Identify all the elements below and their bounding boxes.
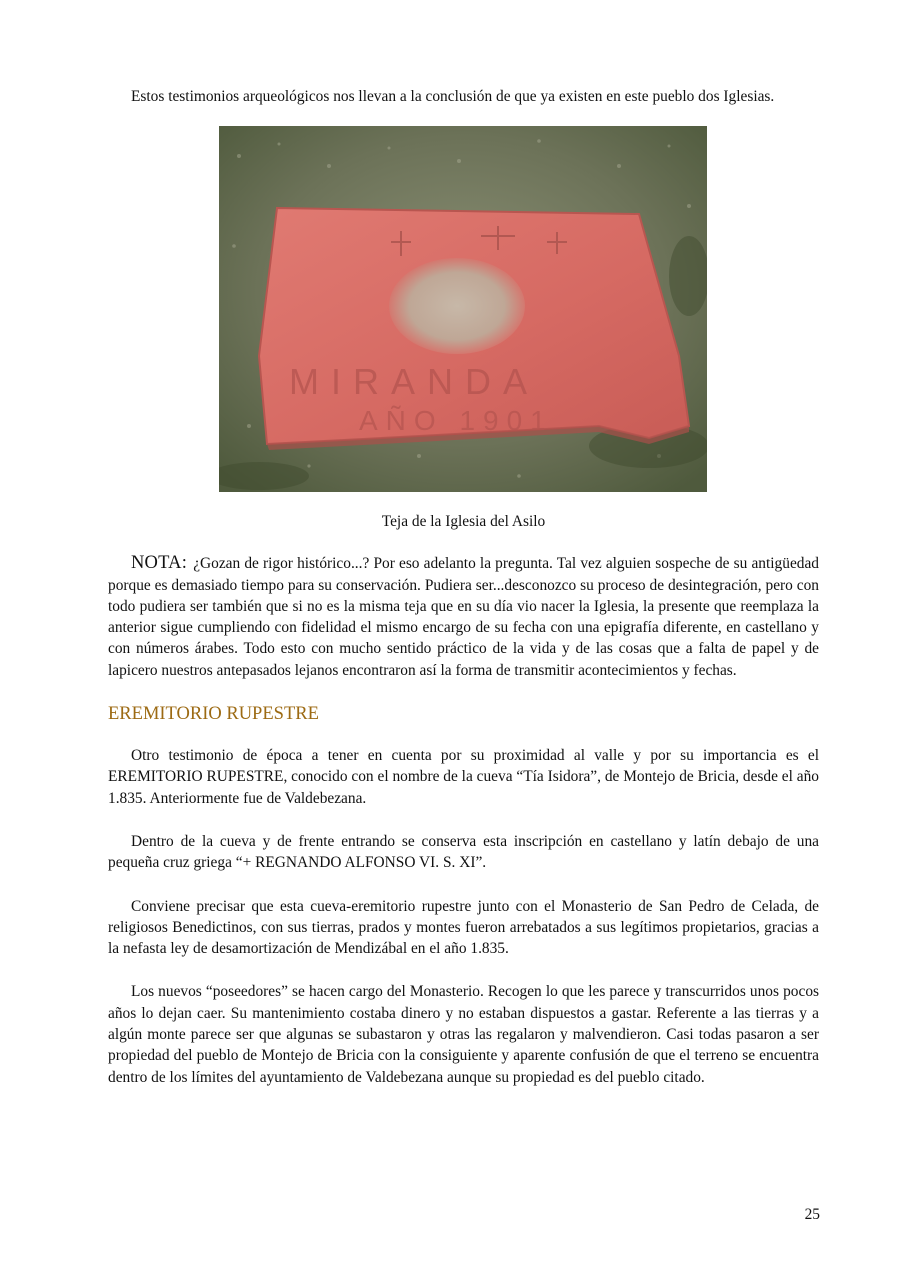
nota-paragraph bbox=[108, 553, 819, 681]
nota-label: NOTA: bbox=[131, 553, 188, 574]
tile-photograph bbox=[219, 126, 707, 492]
paragraph-eremitorio: Otro testimonio de época a tener en cuenta por su proximidad al valle y por su importancia es el EREMITORIO RUPESTRE, conocido con el nombre de la cueva “Tía Isidora”, de Montejo de Bricia, desde el año 1.835. Anteriormente fue de Valdebezana. bbox=[108, 747, 819, 807]
paragraph-inscripcion: Dentro de la cueva y de frente entrando se conserva esta inscripción en castellano y latín debajo de una pequeña cruz griega “+ REGNANDO ALFONSO VI. S. XI”. bbox=[108, 832, 819, 872]
tile-photo-graphic bbox=[219, 126, 707, 492]
figure-caption: Teja de la Iglesia del Asilo bbox=[381, 513, 546, 531]
page-number: 25 bbox=[804, 1206, 820, 1223]
section-heading: EREMITORIO RUPESTRE bbox=[108, 704, 319, 725]
document-page bbox=[108, 86, 819, 1088]
tile-inscription-line2: AÑO 1901 bbox=[359, 405, 554, 437]
intro-paragraph: Estos testimonios arqueológicos nos llevan a la conclusión de que ya existen en este pueblo dos Iglesias. bbox=[131, 88, 775, 105]
nota-text: ¿Gozan de rigor histórico...? Por eso adelanto la pregunta. Tal vez alguien sospeche de su antigüedad porque es demasiado tiempo para su conservación. Pudiera ser...desconozco su proceso de desintegración, pero con todo pudiera ser también que si no es la misma teja que en su día vio nacer la Iglesia, la presente que reemplaza la anterior sigue cumpliendo con fidelidad el mismo encargo de su fecha con una epigrafía diferente, en castellano y con números árabes. Todo esto con mucho sentido práctico de la vida y de las cosas que a falta de papel y de lapicero nuestros antepasados lejanos encontraron así la forma de transmitir acontecimientos y fechas. bbox=[108, 555, 819, 679]
tile-inscription-line1: MIRANDA bbox=[289, 361, 540, 403]
paragraph-poseedores: Los nuevos “poseedores” se hacen cargo del Monasterio. Recogen lo que les parece y transcurridos unos pocos años lo dejan caer. Su mantenimiento costaba dinero y no estaban dispuestos a gastar. Referente a las tierras y a algún monte parece ser que algunas se subastaron y otras las regalaron y malvendieron. Casi todas pasaron a ser propiedad del pueblo de Montejo de Bricia con la consiguiente y aparente confusión de que el terreno se encuentra dentro de los límites del ayuntamiento de Valdebezana aunque su propiedad es del pueblo citado. bbox=[108, 983, 819, 1086]
paragraph-desamortizacion: Conviene precisar que esta cueva-eremitorio rupestre junto con el Monasterio de San Pedro de Celada, de religiosos Benedictinos, con sus tierras, prados y montes fueron arrebatados a sus legítimos propietarios, gracias a la nefasta ley de desamortización de Mendizábal en el año 1.835. bbox=[108, 897, 819, 958]
